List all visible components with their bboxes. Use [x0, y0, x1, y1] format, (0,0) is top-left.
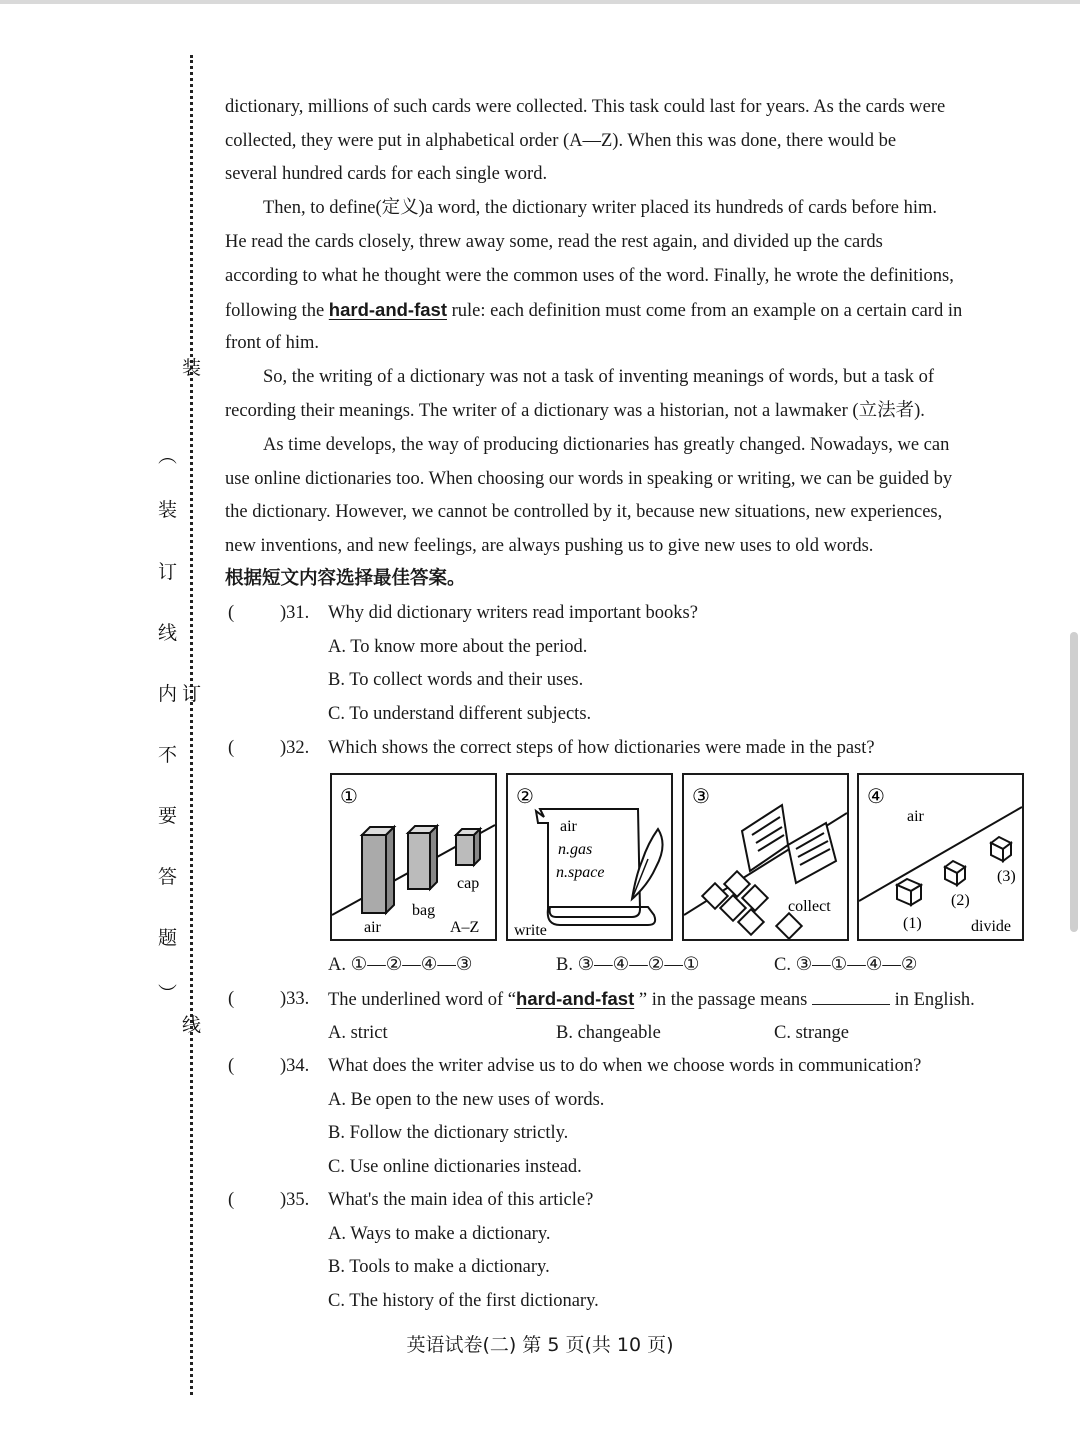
- svg-text:air: air: [560, 818, 577, 835]
- option: A. To know more about the period.: [328, 637, 588, 657]
- open-book-icon: [742, 805, 836, 883]
- svg-text:(3): (3): [997, 868, 1016, 885]
- option: B. Follow the dictionary strictly.: [328, 1123, 569, 1143]
- svg-text:n.space: n.space: [556, 864, 605, 881]
- option: C. The history of the first dictionary.: [328, 1291, 599, 1311]
- picture-panel-4: [857, 773, 1024, 941]
- question-number: )32.: [280, 738, 310, 758]
- margin-inner-char: 订: [158, 561, 178, 583]
- top-edge: [0, 0, 1080, 4]
- question-number: )33.: [280, 989, 310, 1009]
- svg-text:divide: divide: [971, 918, 1011, 935]
- svg-text:(2): (2): [951, 892, 970, 909]
- option: A. Ways to make a dictionary.: [328, 1224, 551, 1244]
- option: C. Use online dictionaries instead.: [328, 1157, 582, 1177]
- page-footer: 英语试卷(二) 第 5 页(共 10 页): [406, 1334, 674, 1356]
- svg-text:bag: bag: [412, 902, 436, 919]
- margin-inner-char: 装: [158, 499, 178, 521]
- scrollbar-thumb[interactable]: [1070, 632, 1078, 932]
- svg-text:A–Z: A–Z: [450, 919, 480, 936]
- svg-text:n.gas: n.gas: [558, 841, 593, 858]
- answer-paren[interactable]: (: [228, 989, 235, 1009]
- option: B. ③—④—②—①: [556, 955, 700, 975]
- passage-line: collected, they were put in alphabetical order (A—Z). When this was done, there would be: [225, 131, 897, 151]
- picture-panel-1: [330, 773, 497, 941]
- question-text: What does the writer advise us to do when we choose words in communication?: [328, 1056, 922, 1076]
- margin-inner-char: 内: [158, 683, 178, 705]
- margin-inner-char: 不: [158, 744, 178, 766]
- answer-blank[interactable]: [812, 988, 890, 1005]
- svg-text:air: air: [364, 919, 381, 936]
- picture-mark: ④: [867, 784, 885, 808]
- passage-line: recording their meanings. The writer of a dictionary was a historian, not a lawmaker (立法者).: [225, 401, 925, 421]
- answer-paren[interactable]: (: [228, 603, 235, 623]
- passage-text: rule: each definition must come from an example on a certain card in: [447, 301, 963, 321]
- cards-pile-icon: [702, 871, 801, 938]
- question-number: )31.: [280, 603, 310, 623]
- passage-line: several hundred cards for each single word.: [225, 164, 548, 184]
- passage-line: As time develops, the way of producing dictionaries has greatly changed. Nowadays, we can: [263, 435, 950, 455]
- margin-inner-char: ︵: [158, 445, 178, 467]
- svg-text:write: write: [514, 922, 547, 939]
- passage-line: He read the cards closely, threw away some, read the rest again, and divided up the cards: [225, 232, 883, 252]
- picture-panel-3: [682, 773, 849, 941]
- question-text: Why did dictionary writers read important books?: [328, 603, 698, 623]
- answer-paren[interactable]: (: [228, 738, 235, 758]
- margin-inner-char: 线: [158, 622, 178, 644]
- option: B. Tools to make a dictionary.: [328, 1257, 550, 1277]
- option: A. Be open to the new uses of words.: [328, 1090, 605, 1110]
- margin-outer-char: 线: [182, 1014, 202, 1036]
- svg-text:(1): (1): [903, 915, 922, 932]
- margin-inner-char: 答: [158, 866, 178, 888]
- question-text: What's the main idea of this article?: [328, 1190, 594, 1210]
- picture-panel-2: [506, 773, 673, 941]
- passage-line: front of him.: [225, 333, 320, 353]
- picture-mark: ②: [516, 784, 534, 808]
- highlighted-word: hard-and-fast: [328, 299, 447, 320]
- card-stack-icon: [362, 826, 480, 913]
- binding-dotted-line: [190, 55, 193, 1395]
- svg-text:cap: cap: [457, 875, 480, 892]
- passage-line: use online dictionaries too. When choosing our words in speaking or writing, we can be guided by: [225, 469, 953, 489]
- option: C. strange: [774, 1023, 850, 1043]
- option: A. strict: [328, 1023, 388, 1043]
- passage-line: the dictionary. However, we cannot be controlled by it, because new situations, new experiences,: [225, 502, 943, 522]
- svg-text:air: air: [907, 808, 924, 825]
- picture-mark: ③: [692, 784, 710, 808]
- option: B. To collect words and their uses.: [328, 670, 584, 690]
- passage-line: dictionary, millions of such cards were collected. This task could last for years. As the cards were: [225, 97, 946, 117]
- margin-outer-char: 装: [182, 357, 202, 379]
- margin-inner-char: 题: [158, 927, 178, 949]
- passage-line: [225, 298, 962, 323]
- margin-inner-char: 要: [158, 805, 178, 827]
- highlighted-word: hard-and-fast: [516, 988, 635, 1009]
- question-text: Which shows the correct steps of how dictionaries were made in the past?: [328, 738, 875, 758]
- section-instruction: 根据短文内容选择最佳答案。: [225, 568, 466, 589]
- option: A. ①—②—④—③: [328, 955, 473, 975]
- passage-line: according to what he thought were the common uses of the word. Finally, he wrote the definitions,: [225, 266, 954, 286]
- passage-text: following the: [225, 301, 329, 321]
- answer-paren[interactable]: (: [228, 1190, 235, 1210]
- passage-line: So, the writing of a dictionary was not a task of inventing meanings of words, but a task of: [263, 367, 935, 387]
- question-text: The underlined word of “hard-and-fast ” in the passage means in English.: [328, 988, 975, 1010]
- passage-line: Then, to define(定义)a word, the dictionary writer placed its hundreds of cards before him.: [263, 198, 937, 218]
- question-number: )34.: [280, 1056, 310, 1076]
- passage-line: new inventions, and new feelings, are always pushing us to give new uses to old words.: [225, 536, 874, 556]
- margin-inner-char: ︶: [158, 983, 178, 1005]
- answer-paren[interactable]: (: [228, 1056, 235, 1076]
- svg-text:collect: collect: [788, 898, 831, 915]
- question-number: )35.: [280, 1190, 310, 1210]
- margin-outer-char: 订: [182, 683, 202, 705]
- picture-mark: ①: [340, 784, 358, 808]
- option: C. ③—①—④—②: [774, 955, 918, 975]
- option: C. To understand different subjects.: [328, 704, 592, 724]
- option: B. changeable: [556, 1023, 661, 1043]
